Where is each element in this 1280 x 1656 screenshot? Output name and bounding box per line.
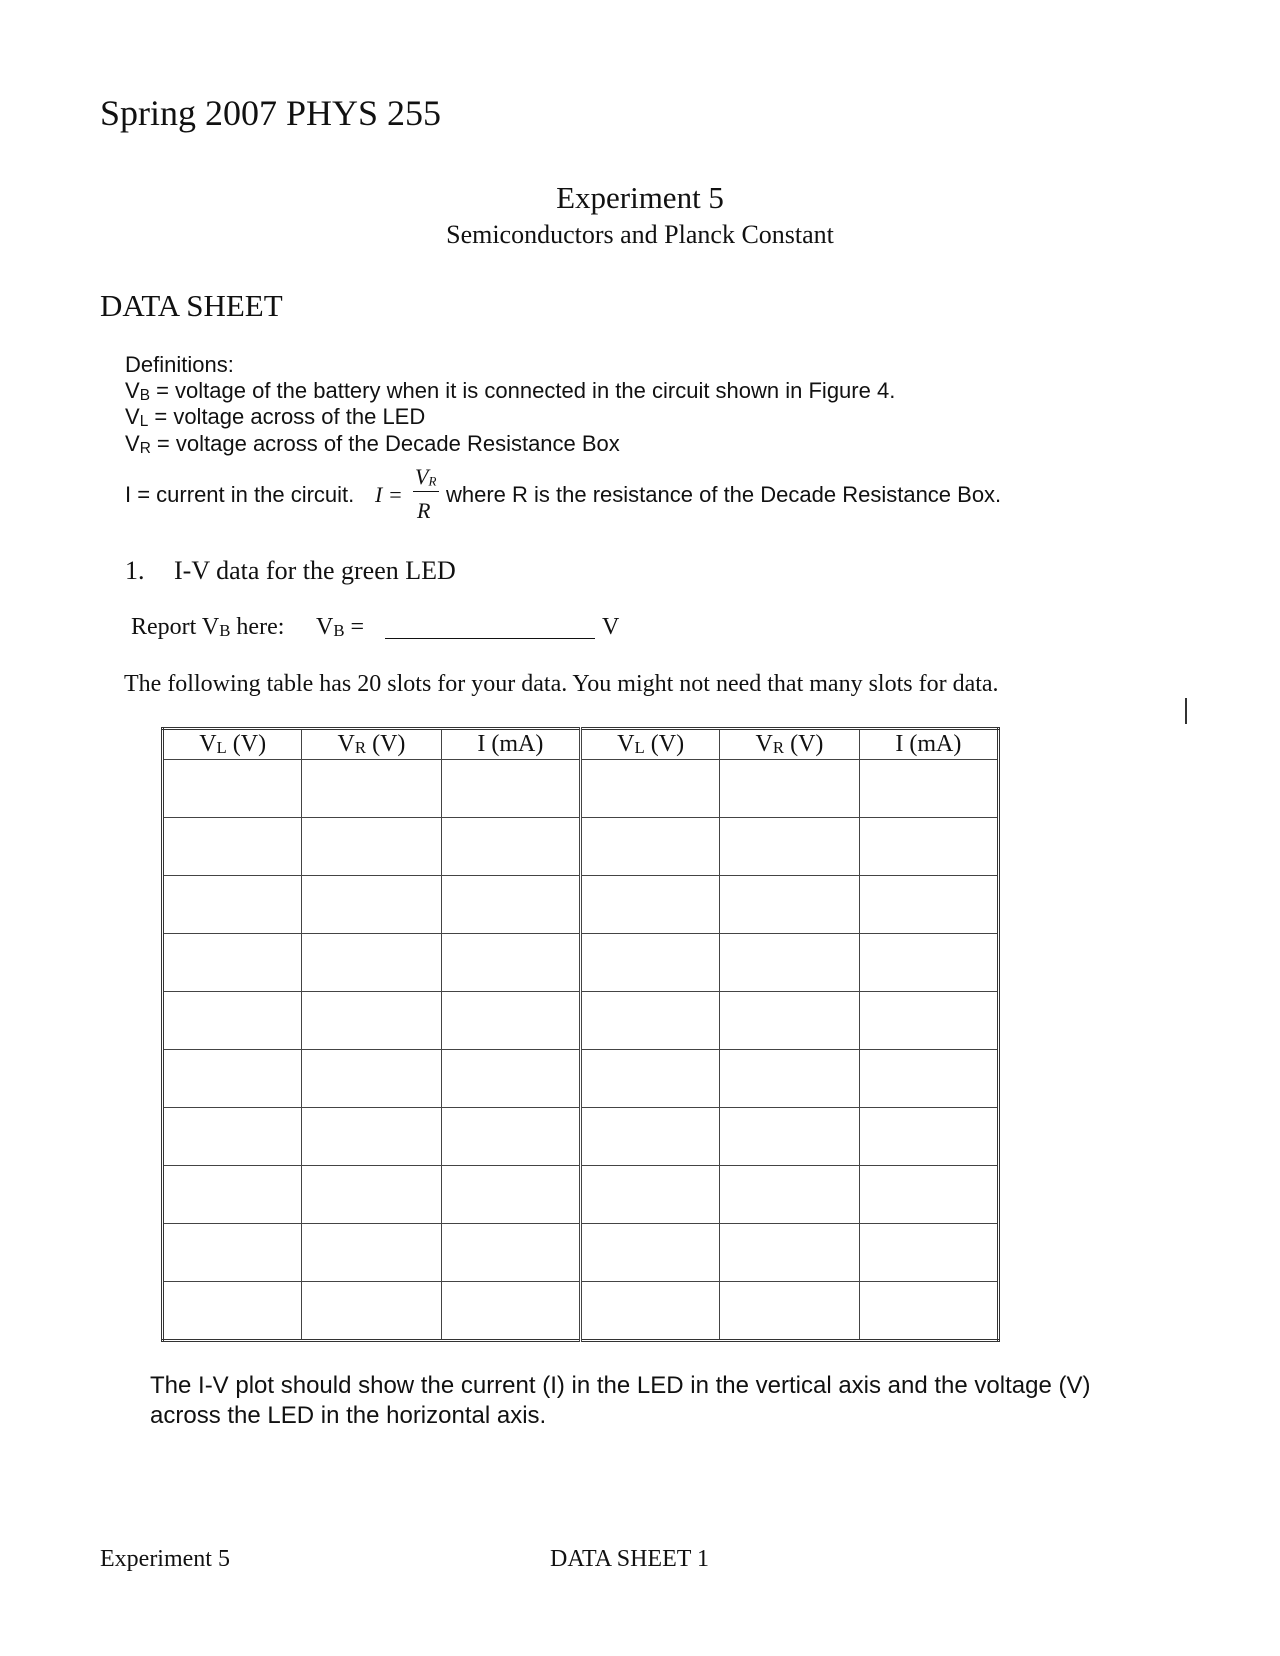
data-cell[interactable]	[441, 760, 580, 818]
data-cell[interactable]	[720, 760, 859, 818]
data-cell[interactable]	[720, 934, 859, 992]
data-cell[interactable]	[302, 992, 441, 1050]
table-row	[163, 934, 999, 992]
column-header: VR (V)	[720, 729, 859, 760]
column-header: VL (V)	[163, 729, 302, 760]
column-header: VR (V)	[302, 729, 441, 760]
data-cell[interactable]	[441, 1108, 580, 1166]
data-cell[interactable]	[859, 760, 998, 818]
data-cell[interactable]	[859, 876, 998, 934]
data-cell[interactable]	[302, 760, 441, 818]
definition-text: = voltage of the battery when it is connected in the circuit shown in Figure 4.	[149, 378, 896, 403]
data-cell[interactable]	[859, 1050, 998, 1108]
current-formula	[375, 466, 441, 526]
fraction-bar	[413, 491, 439, 492]
subscript: B	[139, 386, 150, 404]
column-header: I (mA)	[859, 729, 998, 760]
current-definition-tail: where R is the resistance of the Decade Resistance Box.	[446, 482, 1002, 507]
data-cell[interactable]	[720, 1050, 859, 1108]
subscript: R	[139, 439, 151, 457]
data-cell[interactable]	[441, 934, 580, 992]
iv-data-table	[161, 727, 1000, 1342]
data-cell[interactable]	[720, 1108, 859, 1166]
data-cell[interactable]	[859, 934, 998, 992]
data-cell[interactable]	[163, 760, 302, 818]
formula-denominator: R	[417, 498, 431, 523]
data-cell[interactable]	[441, 818, 580, 876]
plot-note-line-2: across the LED in the horizontal axis.	[150, 1402, 547, 1429]
data-cell[interactable]	[859, 992, 998, 1050]
data-cell[interactable]	[163, 1282, 302, 1341]
footer-experiment: Experiment 5	[100, 1546, 230, 1572]
data-cell[interactable]	[163, 992, 302, 1050]
data-cell[interactable]	[580, 1224, 719, 1282]
data-cell[interactable]	[720, 818, 859, 876]
data-cell[interactable]	[441, 1166, 580, 1224]
data-cell[interactable]	[163, 1224, 302, 1282]
data-cell[interactable]	[859, 1108, 998, 1166]
data-cell[interactable]	[720, 876, 859, 934]
data-sheet-heading: DATA SHEET	[100, 288, 283, 323]
data-cell[interactable]	[859, 1166, 998, 1224]
table-row	[163, 1108, 999, 1166]
definition-vl	[125, 404, 425, 431]
footer-page-label: DATA SHEET 1	[550, 1546, 709, 1572]
subscript: L	[139, 412, 149, 430]
table-row	[163, 876, 999, 934]
definition-text: = voltage across of the LED	[148, 404, 426, 429]
column-header: VL (V)	[580, 729, 719, 760]
report-vb-label: Report VB here:	[131, 614, 285, 641]
data-cell[interactable]	[580, 992, 719, 1050]
symbol: V	[125, 431, 140, 456]
table-row	[163, 1050, 999, 1108]
definition-vb	[125, 378, 895, 405]
data-cell[interactable]	[302, 1282, 441, 1341]
table-row	[163, 760, 999, 818]
table-header-row	[163, 729, 999, 760]
data-cell[interactable]	[720, 1166, 859, 1224]
data-cell[interactable]	[302, 876, 441, 934]
data-cell[interactable]	[859, 1224, 998, 1282]
data-cell[interactable]	[302, 818, 441, 876]
experiment-title: Experiment 5	[556, 180, 724, 215]
data-cell[interactable]	[163, 1050, 302, 1108]
data-cell[interactable]	[580, 818, 719, 876]
data-cell[interactable]	[441, 876, 580, 934]
table-row	[163, 992, 999, 1050]
data-cell[interactable]	[302, 1224, 441, 1282]
table-row	[163, 1166, 999, 1224]
data-cell[interactable]	[580, 934, 719, 992]
data-cell[interactable]	[580, 1166, 719, 1224]
data-cell[interactable]	[580, 1282, 719, 1341]
data-cell[interactable]	[580, 1050, 719, 1108]
data-cell[interactable]	[163, 934, 302, 992]
report-vb-symbol: VB =	[316, 614, 365, 641]
data-cell[interactable]	[163, 1166, 302, 1224]
table-row	[163, 1224, 999, 1282]
section-title: I-V data for the green LED	[174, 556, 456, 585]
data-cell[interactable]	[302, 934, 441, 992]
table-row	[163, 1282, 999, 1341]
current-definition-text: I = current in the circuit.	[125, 482, 355, 507]
data-cell[interactable]	[720, 1224, 859, 1282]
symbol: V	[125, 404, 140, 429]
data-cell[interactable]	[859, 818, 998, 876]
data-cell[interactable]	[580, 760, 719, 818]
data-cell[interactable]	[720, 1282, 859, 1341]
data-cell[interactable]	[441, 992, 580, 1050]
plot-note	[150, 1371, 1090, 1431]
section-number: 1.	[125, 556, 145, 585]
data-cell[interactable]	[302, 1108, 441, 1166]
text-cursor-mark	[1185, 698, 1187, 724]
data-cell[interactable]	[302, 1166, 441, 1224]
definitions-heading: Definitions:	[125, 352, 234, 377]
report-vb-blank-line[interactable]	[385, 638, 595, 639]
plot-note-line-1: The I-V plot should show the current (I) in the LED in the vertical axis and the voltage (V)	[150, 1372, 1091, 1399]
data-cell[interactable]	[163, 818, 302, 876]
data-cell[interactable]	[302, 1050, 441, 1108]
table-row	[163, 818, 999, 876]
course-title: Spring 2007 PHYS 255	[100, 93, 442, 133]
data-cell[interactable]	[441, 1050, 580, 1108]
data-cell[interactable]	[441, 1282, 580, 1341]
definition-text: = voltage across of the Decade Resistance Box	[150, 431, 620, 456]
table-note: The following table has 20 slots for your data. You might not need that many slots for data.	[124, 671, 999, 697]
experiment-subtitle: Semiconductors and Planck Constant	[446, 220, 834, 249]
data-cell[interactable]	[580, 1108, 719, 1166]
data-cell[interactable]	[859, 1282, 998, 1341]
data-cell[interactable]	[580, 876, 719, 934]
column-header: I (mA)	[441, 729, 580, 760]
formula-lhs: I =	[375, 482, 403, 507]
data-cell[interactable]	[163, 876, 302, 934]
symbol: V	[125, 378, 140, 403]
data-cell[interactable]	[163, 1108, 302, 1166]
formula-numerator: VR	[415, 464, 437, 489]
definition-vr	[125, 431, 620, 458]
data-cell[interactable]	[441, 1224, 580, 1282]
data-cell[interactable]	[720, 992, 859, 1050]
report-vb-unit: V	[602, 614, 620, 640]
